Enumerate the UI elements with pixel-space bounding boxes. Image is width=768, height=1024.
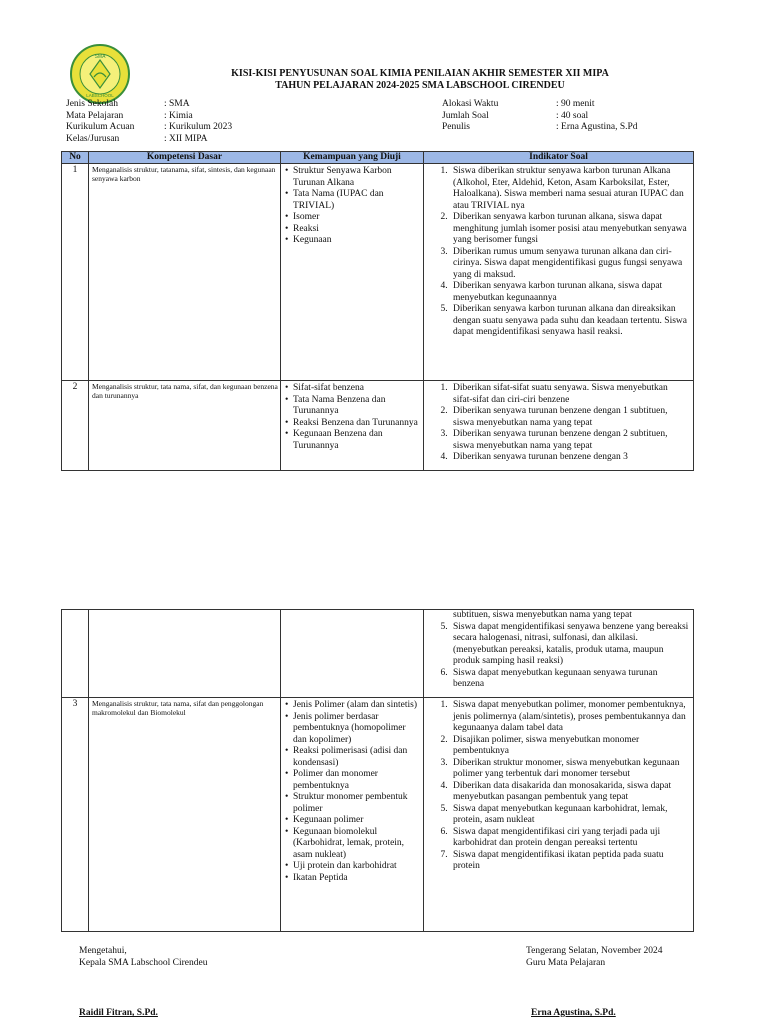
header-kompetensi-dasar: Kompetensi Dasar bbox=[89, 152, 281, 164]
list-item: 2. Diberikan senyawa turunan benzene dengan 1 subtituen, siswa menyebutkan nama yang tepat bbox=[450, 406, 689, 429]
signature-right-name: Erna Agustina, S.Pd. bbox=[531, 1008, 616, 1018]
info-value: : Kimia bbox=[164, 110, 193, 121]
list-item: 7. Siswa dapat mengidentifikasi ikatan peptida pada suatu protein bbox=[450, 850, 689, 873]
header-no: No bbox=[62, 152, 89, 164]
list-item: • Tata Nama Benzena dan Turunannya bbox=[293, 395, 421, 418]
list-item: • Kegunaan biomolekul (Karbohidrat, lemak, protein, asam nukleat) bbox=[293, 827, 421, 862]
list-item: 2. Disajikan polimer, siswa menyebutkan monomer pembentuknya bbox=[450, 735, 689, 758]
title-line-2: TAHUN PELAJARAN 2024-2025 SMA LABSCHOOL CIRENDEU bbox=[275, 80, 565, 91]
kisi-kisi-table-page-1 bbox=[61, 151, 694, 471]
signature-right-line-2: Guru Mata Pelajaran bbox=[526, 958, 606, 968]
list-item: • Isomer bbox=[293, 212, 421, 224]
indikator-cell bbox=[424, 698, 694, 932]
info-row-kurikulum bbox=[66, 122, 232, 134]
info-row-kelas bbox=[66, 134, 232, 146]
info-row-penulis bbox=[442, 122, 638, 134]
school-logo bbox=[70, 44, 130, 104]
list-item: 6. Siswa dapat mengidentifikasi ciri yang terjadi pada uji karbohidrat dan protein dengan pereaksi tertentu bbox=[450, 827, 689, 850]
info-label: Mata Pelajaran bbox=[66, 110, 124, 121]
signature-left-line-2: Kepala SMA Labschool Cirendeu bbox=[79, 958, 208, 968]
table-row-continuation bbox=[62, 610, 694, 698]
list-item: • Kegunaan bbox=[293, 235, 421, 247]
row-number-empty bbox=[62, 610, 89, 698]
list-item: • Struktur Senyawa Karbon Turunan Alkana bbox=[293, 166, 421, 189]
table-row bbox=[62, 381, 694, 471]
info-label: Kelas/Jurusan bbox=[66, 133, 120, 144]
header-indikator: Indikator Soal bbox=[424, 152, 694, 164]
list-item: • Struktur monomer pembentuk polimer bbox=[293, 792, 421, 815]
info-row-mata-pelajaran bbox=[66, 111, 232, 123]
info-row-jenis-sekolah bbox=[66, 99, 232, 111]
list-item: 2. Diberikan senyawa karbon turunan alkana, siswa dapat menghitung jumlah isomer posisi atau menyebutkan senyawa yang berisomer fungsi bbox=[450, 212, 689, 247]
kompetensi-dasar-cell: Menganalisis struktur, tata nama, sifat, dan kegunaan benzena dan turunannya bbox=[89, 381, 281, 471]
kemampuan-cell bbox=[281, 164, 424, 381]
info-value: : Erna Agustina, S.Pd bbox=[556, 122, 638, 132]
list-item: 4. Diberikan data disakarida dan monosakarida, siswa dapat menyebutkan pasangan pembentuk yang tepat bbox=[450, 781, 689, 804]
indikator-cell bbox=[424, 164, 694, 381]
info-label: Kurikulum Acuan bbox=[66, 122, 135, 132]
table-row bbox=[62, 164, 694, 381]
list-item: • Tata Nama (IUPAC dan TRIVIAL) bbox=[293, 189, 421, 212]
info-right bbox=[442, 99, 638, 134]
list-item: • Kegunaan Benzena dan Turunannya bbox=[293, 429, 421, 452]
info-value: : XII MIPA bbox=[164, 133, 208, 144]
info-label: Jenis Sekolah bbox=[66, 99, 118, 109]
list-item: 5. Siswa dapat mengidentifikasi senyawa benzene yang bereaksi secara halogenasi, nitrasi, sulfonasi, dan alkilasi. (menyebutkan pereaksi, katalis, produk utama, maupun produk samping hasil reaksi) bbox=[450, 622, 689, 668]
list-item: • Uji protein dan karbohidrat bbox=[293, 861, 421, 873]
list-item: 3. Diberikan senyawa turunan benzene dengan 2 subtituen, siswa menyebutkan nama yang tepat bbox=[450, 429, 689, 452]
header-kemampuan: Kemampuan yang Diuji bbox=[281, 152, 424, 164]
info-value: : 40 soal bbox=[556, 110, 589, 121]
info-label: Penulis bbox=[442, 122, 470, 132]
table-row bbox=[62, 698, 694, 932]
continuation-line: subtituen, siswa menyebutkan nama yang tepat bbox=[453, 610, 632, 620]
signature-right-line-1: Tengerang Selatan, November 2024 bbox=[526, 946, 663, 956]
kemampuan-empty bbox=[281, 610, 424, 698]
list-item: • Reaksi Benzena dan Turunannya bbox=[293, 418, 421, 430]
row-number: 3 bbox=[62, 698, 89, 932]
list-item: • Sifat-sifat benzena bbox=[293, 383, 421, 395]
list-item: 1. Diberikan sifat-sifat suatu senyawa. Siswa menyebutkan sifat-sifat dan ciri-ciri benzene bbox=[450, 383, 689, 406]
kompetensi-dasar-empty bbox=[89, 610, 281, 698]
info-label: Alokasi Waktu bbox=[442, 99, 499, 109]
kompetensi-dasar-cell: Menganalisis struktur, tatanama, sifat, sintesis, dan kegunaan senyawa karbon bbox=[89, 164, 281, 381]
logo-top-text: SMA bbox=[94, 54, 106, 60]
info-row-jumlah-soal bbox=[442, 111, 638, 123]
list-item: • Reaksi bbox=[293, 224, 421, 236]
list-item: 3. Diberikan rumus umum senyawa turunan alkana dan ciri-cirinya. Siswa dapat mengidentifikasi gugus fungsi senyawa yang di maksud. bbox=[450, 247, 689, 282]
info-row-alokasi bbox=[442, 99, 638, 111]
list-item: 5. Diberikan senyawa karbon turunan alkana dan direaksikan dengan suatu senyawa pada suhu dan keadaan tertentu. Siswa dapat mengidentifikasi senyawa hasil reaksi. bbox=[450, 304, 689, 339]
info-value: : Kurikulum 2023 bbox=[164, 122, 233, 132]
kisi-kisi-table-page-2 bbox=[61, 609, 694, 932]
signature-left-name: Raidil Fitran, S.Pd. bbox=[79, 1008, 158, 1018]
indikator-cell bbox=[424, 610, 694, 698]
signature-left-line-1: Mengetahui, bbox=[79, 946, 127, 956]
signature-left-block bbox=[79, 945, 208, 969]
kemampuan-cell bbox=[281, 381, 424, 471]
logo-bottom-text: LABSCHOOL bbox=[86, 93, 114, 98]
info-value: : SMA bbox=[164, 99, 190, 109]
indikator-cell bbox=[424, 381, 694, 471]
title-line-1: KISI-KISI PENYUSUNAN SOAL KIMIA PENILAIAN AKHIR SEMESTER XII MIPA bbox=[231, 68, 609, 79]
list-item: • Kegunaan polimer bbox=[293, 815, 421, 827]
kompetensi-dasar-cell: Menganalisis struktur, tata nama, sifat dan penggolongan makromolekul dan Biomolekul bbox=[89, 698, 281, 932]
list-item: 5. Siswa dapat menyebutkan kegunaan karbohidrat, lemak, protein, asam nukleat bbox=[450, 804, 689, 827]
list-item: • Ikatan Peptida bbox=[293, 873, 421, 885]
kemampuan-cell bbox=[281, 698, 424, 932]
list-item: 4. Diberikan senyawa turunan benzene dengan 3 bbox=[450, 452, 689, 464]
list-item: 1. Siswa diberikan struktur senyawa karbon turunan Alkana (Alkohol, Eter, Aldehid, Keton, Asam Karboksilat, Ester, Haloalkana). Siswa memberi nama sesuai aturan IUPAC dan atau TRIVIAL nya bbox=[450, 166, 689, 212]
list-item: • Jenis Polimer (alam dan sintetis) bbox=[293, 700, 421, 712]
list-item: • Jenis polimer berdasar pembentuknya (homopolimer dan kopolimer) bbox=[293, 712, 421, 747]
list-item: 4. Diberikan senyawa karbon turunan alkana, siswa dapat menyebutkan kegunaannya bbox=[450, 281, 689, 304]
table-header-row bbox=[62, 152, 694, 164]
info-value: : 90 menit bbox=[556, 99, 595, 109]
row-number: 2 bbox=[62, 381, 89, 471]
document-title bbox=[140, 68, 700, 92]
list-item: 6. Siswa dapat menyebutkan kegunaan senyawa turunan benzena bbox=[450, 668, 689, 691]
list-item: 1. Siswa dapat menyebutkan polimer, monomer pembentuknya, jenis polimernya (alam/sintetis), proses pembentukannya dan kegunaanya dalam tabel data bbox=[450, 700, 689, 735]
list-item: 3. Diberikan struktur monomer, siswa menyebutkan kegunaan polimer yang terbentuk dari monomer tersebut bbox=[450, 758, 689, 781]
list-item: • Polimer dan monomer pembentuknya bbox=[293, 769, 421, 792]
row-number: 1 bbox=[62, 164, 89, 381]
list-item: • Reaksi polimerisasi (adisi dan kondensasi) bbox=[293, 746, 421, 769]
info-label: Jumlah Soal bbox=[442, 110, 489, 121]
info-left bbox=[66, 99, 232, 145]
signature-right-block bbox=[526, 945, 663, 969]
